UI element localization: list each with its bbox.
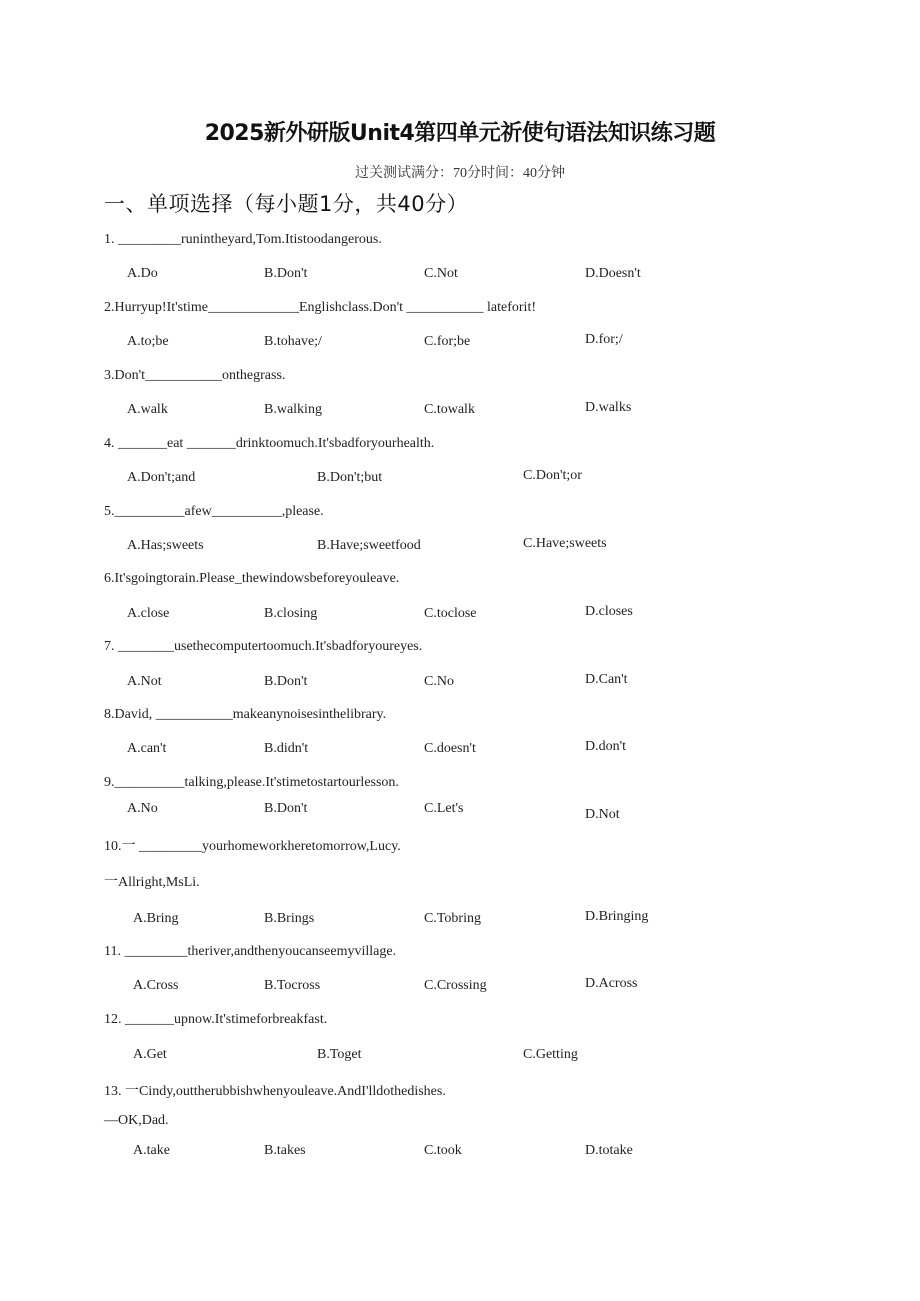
question-8: 8.David, ___________makeanynoisesinthelibrary. xyxy=(104,707,387,722)
option-7b: B.Don't xyxy=(264,674,308,689)
question-13: 13. 一Cindy,outtherubbishwhenyouleave.AndI'lldothedishes. xyxy=(104,1084,446,1099)
option-13a: A.take xyxy=(133,1143,170,1158)
option-2d: D.for;/ xyxy=(585,332,623,347)
option-4a: A.Don't;and xyxy=(127,470,196,485)
option-6d: D.closes xyxy=(585,604,633,619)
question-2: 2.Hurryup!It'stime_____________Englishclass.Don't ___________ lateforit! xyxy=(104,300,536,315)
question-6: 6.It'sgoingtorain.Please_thewindowsbeforeyouleave. xyxy=(104,571,400,586)
option-6a: A.close xyxy=(127,606,170,621)
option-10b: B.Brings xyxy=(264,911,315,926)
section-heading: 一、单项选择（每小题1分，共40分） xyxy=(104,192,469,216)
option-10a: A.Bring xyxy=(133,911,179,926)
option-9a: A.No xyxy=(127,801,158,816)
option-5b: B.Have;sweetfood xyxy=(317,538,421,553)
option-12b: B.Toget xyxy=(317,1047,362,1062)
question-12: 12. _______upnow.It'stimeforbreakfast. xyxy=(104,1012,328,1027)
document-title: 2025新外研版Unit4第四单元祈使句语法知识练习题 xyxy=(204,121,716,146)
option-8c: C.doesn't xyxy=(424,741,476,756)
option-13b: B.takes xyxy=(264,1143,306,1158)
option-11a: A.Cross xyxy=(133,978,179,993)
question-10: 10.一 _________yourhomeworkheretomorrow,Lucy. xyxy=(104,839,401,854)
option-7c: C.No xyxy=(424,674,454,689)
question-1: 1. _________runintheyard,Tom.Itistoodangerous. xyxy=(104,232,382,247)
test-info: 过关测试满分：70分时间：40分钟 xyxy=(355,166,565,181)
option-2a: A.to;be xyxy=(127,334,169,349)
option-13d: D.totake xyxy=(585,1143,633,1158)
question-4: 4. _______eat _______drinktoomuch.It'sbadforyourhealth. xyxy=(104,436,435,451)
option-12a: A.Get xyxy=(133,1047,167,1062)
option-1a: A.Do xyxy=(127,266,158,281)
question-3: 3.Don't___________onthegrass. xyxy=(104,368,286,383)
option-10c: C.Tobring xyxy=(424,911,481,926)
option-4c: C.Don't;or xyxy=(523,468,582,483)
option-6b: B.closing xyxy=(264,606,318,621)
option-1b: B.Don't xyxy=(264,266,308,281)
option-3a: A.walk xyxy=(127,402,168,417)
option-7a: A.Not xyxy=(127,674,162,689)
question-10-reply: 一Allright,MsLi. xyxy=(104,875,200,890)
option-8b: B.didn't xyxy=(264,741,309,756)
option-9c: C.Let's xyxy=(424,801,464,816)
option-13c: C.took xyxy=(424,1143,462,1158)
option-8a: A.can't xyxy=(127,741,167,756)
option-9d: D.Not xyxy=(585,807,620,822)
option-11d: D.Across xyxy=(585,976,638,991)
question-9: 9.__________talking,please.It'stimetostartourlesson. xyxy=(104,775,399,790)
option-3c: C.towalk xyxy=(424,402,475,417)
option-2b: B.tohave;/ xyxy=(264,334,322,349)
option-6c: C.toclose xyxy=(424,606,477,621)
option-5a: A.Has;sweets xyxy=(127,538,204,553)
option-4b: B.Don't;but xyxy=(317,470,383,485)
option-12c: C.Getting xyxy=(523,1047,578,1062)
option-11b: B.Tocross xyxy=(264,978,321,993)
question-7: 7. ________usethecomputertoomuch.It'sbadforyoureyes. xyxy=(104,639,423,654)
question-5: 5.__________afew__________,please. xyxy=(104,504,324,519)
option-7d: D.Can't xyxy=(585,672,628,687)
option-10d: D.Bringing xyxy=(585,909,649,924)
option-8d: D.don't xyxy=(585,739,627,754)
option-5c: C.Have;sweets xyxy=(523,536,607,551)
option-1d: D.Doesn't xyxy=(585,266,641,281)
option-2c: C.for;be xyxy=(424,334,471,349)
question-11: 11. _________theriver,andthenyoucanseemyvillage. xyxy=(104,944,397,959)
option-1c: C.Not xyxy=(424,266,458,281)
option-3b: B.walking xyxy=(264,402,322,417)
option-9b: B.Don't xyxy=(264,801,308,816)
option-11c: C.Crossing xyxy=(424,978,487,993)
question-13-reply: —OK,Dad. xyxy=(104,1113,169,1128)
option-3d: D.walks xyxy=(585,400,632,415)
